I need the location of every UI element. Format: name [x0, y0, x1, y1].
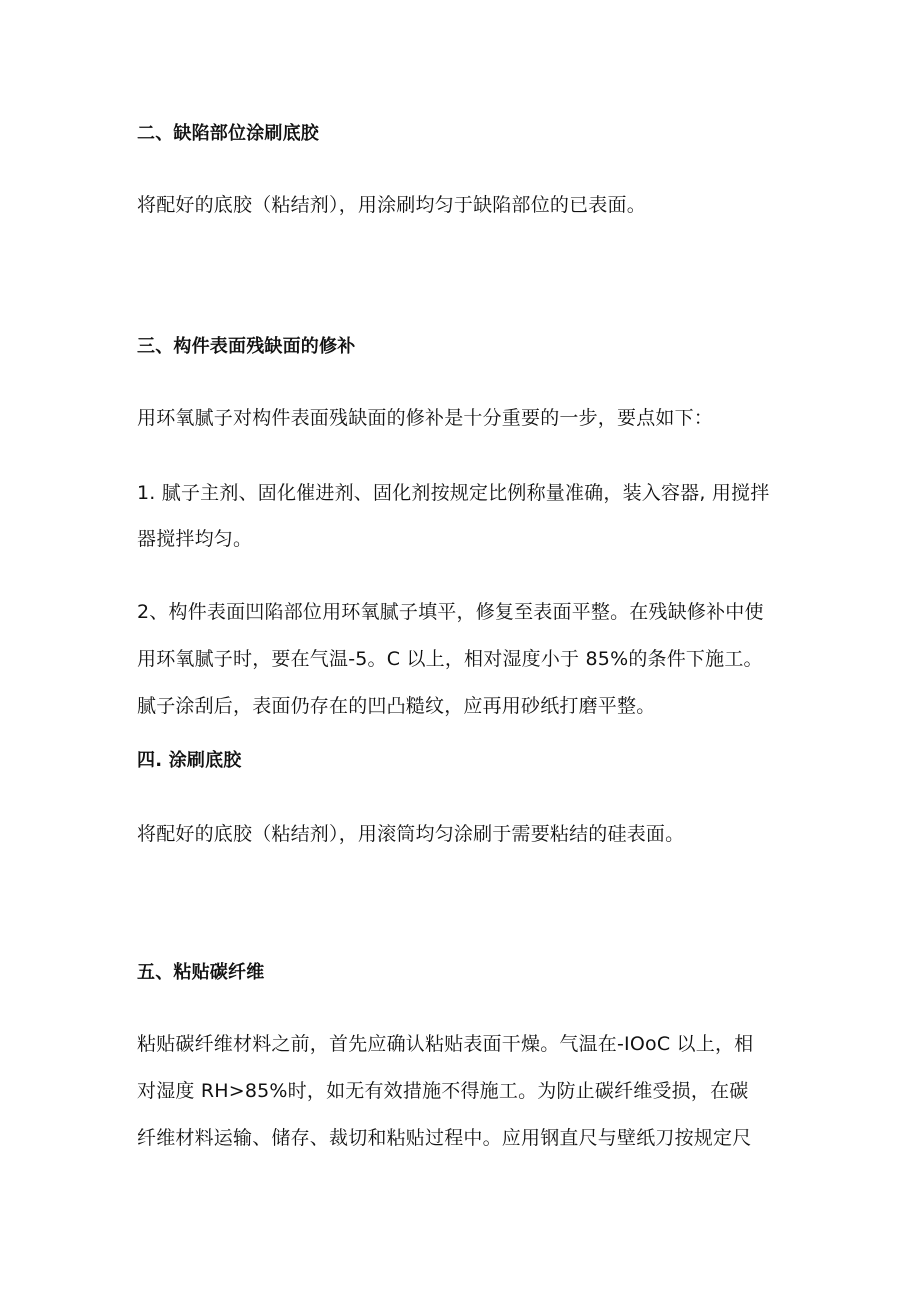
section-3-item-2-line: 2、构件表面凹陷部位用环氧腻子填平，修复至表面平整。在残缺修补中使: [137, 601, 764, 623]
section-5-paragraph-line: 粘贴碳纤维材料之前，首先应确认粘贴表面干燥。气温在-IOoC 以上，相: [137, 1033, 754, 1055]
section-5-paragraph-line: 对湿度 RH>85%时，如无有效措施不得施工。为防止碳纤维受损，在碳: [137, 1080, 749, 1102]
section-2-heading: 二、缺陷部位涂刷底胶: [137, 123, 319, 144]
section-4-heading: 四. 涂刷底胶: [137, 750, 242, 771]
section-3-item-2-line: 腻子涂刮后，表面仍存在的凹凸糙纹，应再用砂纸打磨平整。: [137, 695, 656, 717]
section-5-heading: 五、粘贴碳纤维: [137, 962, 265, 983]
section-3-item-1-line: 1. 腻子主剂、固化催进剂、固化剂按规定比例称量准确，装入容器, 用搅拌: [137, 482, 770, 504]
section-3-intro-line: 用环氧腻子对构件表面残缺面的修补是十分重要的一步，要点如下：: [137, 407, 714, 429]
section-3-item-2-line: 用环氧腻子时，要在气温-5。C 以上，相对湿度小于 85%的条件下施工。: [137, 648, 763, 670]
section-4-paragraph-line: 将配好的底胶（粘结剂），用滚筒均匀涂刷于需要粘结的硅表面。: [137, 823, 685, 845]
section-3-item-1-line: 器搅拌均匀。: [137, 528, 253, 550]
section-3-heading: 三、构件表面残缺面的修补: [137, 336, 356, 357]
section-2-paragraph-line: 将配好的底胶（粘结剂），用涂刷均匀于缺陷部位的已表面。: [137, 194, 646, 216]
section-5-paragraph-line: 纤维材料运输、储存、裁切和粘贴过程中。应用钢直尺与壁纸刀按规定尺: [137, 1127, 752, 1149]
